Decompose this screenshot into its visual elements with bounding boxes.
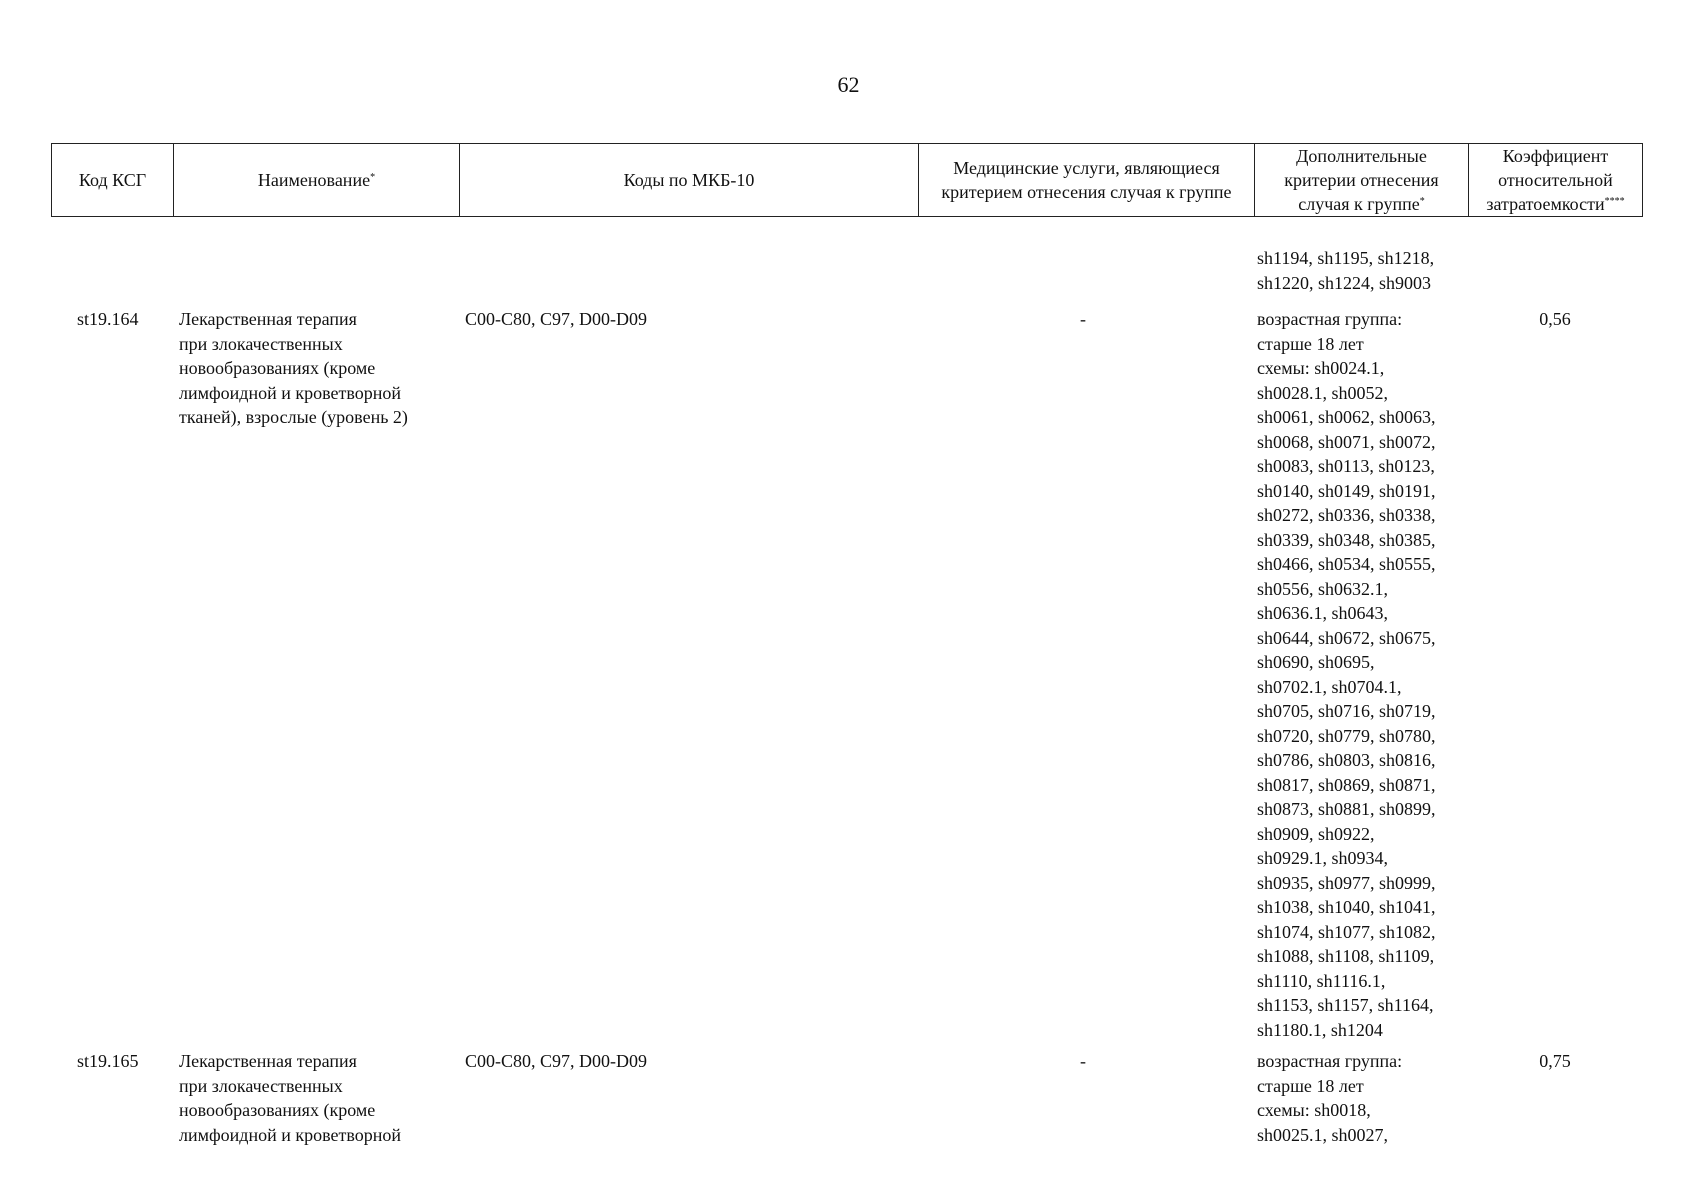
row-additional: возрастная группа: старше 18 лет схемы: sh0024.1, sh0028.1, sh0052, sh0061, sh0062, sh0063, sh0068, sh0071, sh0072, sh0083, sh0113, sh0123, sh0140, sh0149, sh0191, sh0272, sh0336, sh0338, sh0339, sh0348, sh0385, sh0466, sh0534, sh0555, sh0556, sh0632.1, sh0636.1, sh0643, sh0644, sh0672, sh0675, sh0690, sh0695, sh0702.1, sh0704.1, sh0705, sh0716, sh0719, sh0720, sh0779, sh0780, sh0786, sh0803, sh0816, sh0817, sh0869, sh0871, sh0873, sh0881, sh0899, sh0909, sh0922, sh0929.1, sh0934, sh0935, sh0977, sh0999, sh1038, sh1040, sh1041, sh1074, sh1077, sh1082, sh1088, sh1108, sh1109, sh1110, sh1116.1, sh1153, sh1157, sh1164, sh1180.1, sh1204 [1257, 309, 1436, 1040]
footnote-mark: **** [1604, 196, 1625, 207]
row-code: st19.165 [77, 1051, 139, 1071]
row-name: Лекарственная терапия при злокачественных новообразованиях (кроме лимфоидной и кроветворной [179, 1051, 401, 1145]
header-additional: Дополнительные критерии отнесения случая к группе* [1255, 144, 1469, 217]
row-med-services: - [1080, 1051, 1086, 1071]
continuation-additional: sh1194, sh1195, sh1218, sh1220, sh1224, sh9003 [1257, 248, 1435, 293]
header-coefficient: Коэффициент относительной затратоемкости**** [1469, 144, 1643, 217]
row-additional: возрастная группа: старше 18 лет схемы: sh0018, sh0025.1, sh0027, [1257, 1051, 1403, 1145]
header-med-services: Медицинские услуги, являющиеся критерием отнесения случая к группе [919, 144, 1255, 217]
row-mkb: C00-C80, C97, D00-D09 [465, 1051, 648, 1071]
row-coefficient: 0,75 [1539, 1051, 1571, 1071]
row-coefficient: 0,56 [1539, 309, 1571, 329]
header-name: Наименование* [174, 144, 460, 217]
row-code: st19.164 [77, 309, 139, 329]
footnote-mark: * [370, 172, 376, 183]
header-mkb: Коды по МКБ-10 [460, 144, 919, 217]
page-number: 62 [837, 72, 860, 97]
table-header [51, 143, 1643, 217]
row-name: Лекарственная терапия при злокачественных новообразованиях (кроме лимфоидной и кроветворной тканей), взрослые (уровень 2) [179, 309, 408, 427]
header-code: Код КСГ [52, 144, 174, 217]
row-mkb: C00-C80, C97, D00-D09 [465, 309, 648, 329]
footnote-mark: * [1419, 196, 1425, 207]
row-med-services: - [1080, 309, 1086, 329]
